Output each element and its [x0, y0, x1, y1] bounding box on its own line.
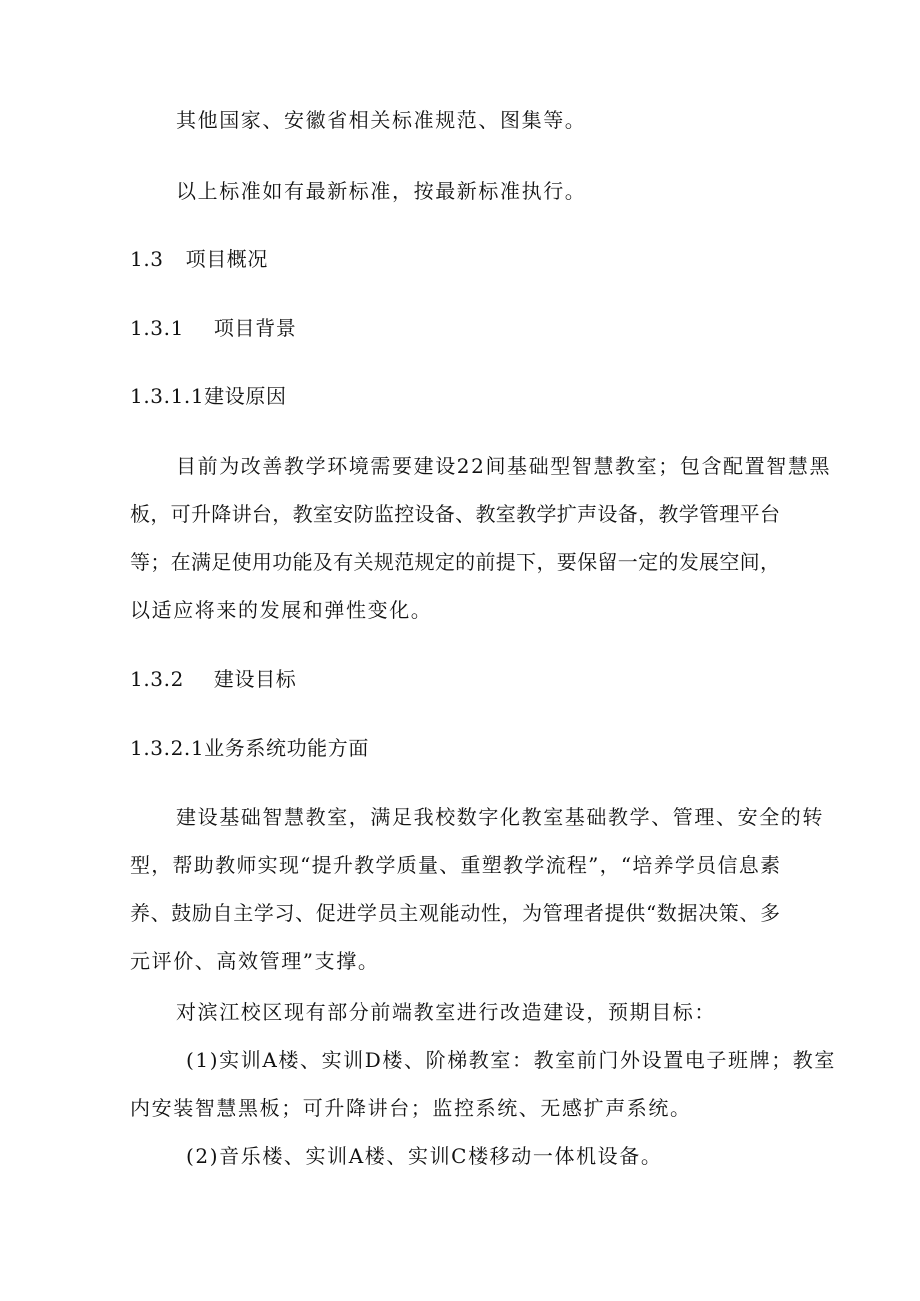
- heading-1-3-1-1: [130, 384, 287, 408]
- goal-item-2: (2)音乐楼、实训A楼、实训C楼移动一体机设备。: [186, 1144, 663, 1168]
- heading-number: 1.3.1.1: [130, 384, 205, 408]
- goals-line-1: 建设基础智慧教室，满足我校数字化教室基础教学、管理、安全的转: [176, 805, 824, 829]
- goal-item-1-line-2: 内安装智慧黑板；可升降讲台；监控系统、无感扩声系统。: [130, 1096, 692, 1120]
- heading-title: 建设原因: [204, 384, 287, 408]
- paragraph-standards-other: 其他国家、安徽省相关标准规范、图集等。: [176, 108, 587, 132]
- heading-number: 1.3.2.1: [130, 736, 205, 760]
- heading-title: 建设目标: [213, 667, 297, 691]
- background-line-1: 目前为改善教学环境需要建设22间基础型智慧教室；包含配置智慧黑: [176, 454, 832, 478]
- paragraph-standards-latest: 以上标准如有最新标准，按最新标准执行。: [176, 179, 587, 203]
- heading-title: 项目背景: [213, 316, 297, 340]
- background-line-2: 板，可升降讲台，教室安防监控设备、教室教学扩声设备，教学管理平台: [130, 502, 780, 526]
- heading-1-3-2: [130, 667, 296, 691]
- goals-line-4: 元评价、高效管理”支撑。: [130, 949, 380, 973]
- background-line-4: 以适应将来的发展和弹性变化。: [130, 598, 433, 622]
- heading-number: 1.3.2: [130, 667, 184, 691]
- heading-number: 1.3.1: [130, 316, 184, 340]
- goal-item-1-line-1: (1)实训A楼、实训D楼、阶梯教室：教室前门外设置电子班牌；教室: [186, 1048, 837, 1072]
- heading-1-3: [130, 247, 268, 271]
- goals-intro: 对滨江校区现有部分前端教室进行改造建设，预期目标：: [176, 1000, 716, 1024]
- heading-1-3-2-1: [130, 736, 369, 760]
- goals-line-2: 型，帮助教师实现“提升教学质量、重塑教学流程”，“培养学员信息素: [130, 853, 780, 877]
- heading-title: 业务系统功能方面: [204, 736, 369, 760]
- heading-1-3-1: [130, 316, 296, 340]
- goals-line-3: 养、鼓励自主学习、促进学员主观能动性，为管理者提供“数据决策、多: [130, 901, 780, 925]
- background-line-3: 等；在满足使用功能及有关规范规定的前提下，要保留一定的发展空间，: [130, 550, 780, 574]
- heading-title: 项目概况: [185, 247, 269, 271]
- heading-number: 1.3: [130, 247, 164, 271]
